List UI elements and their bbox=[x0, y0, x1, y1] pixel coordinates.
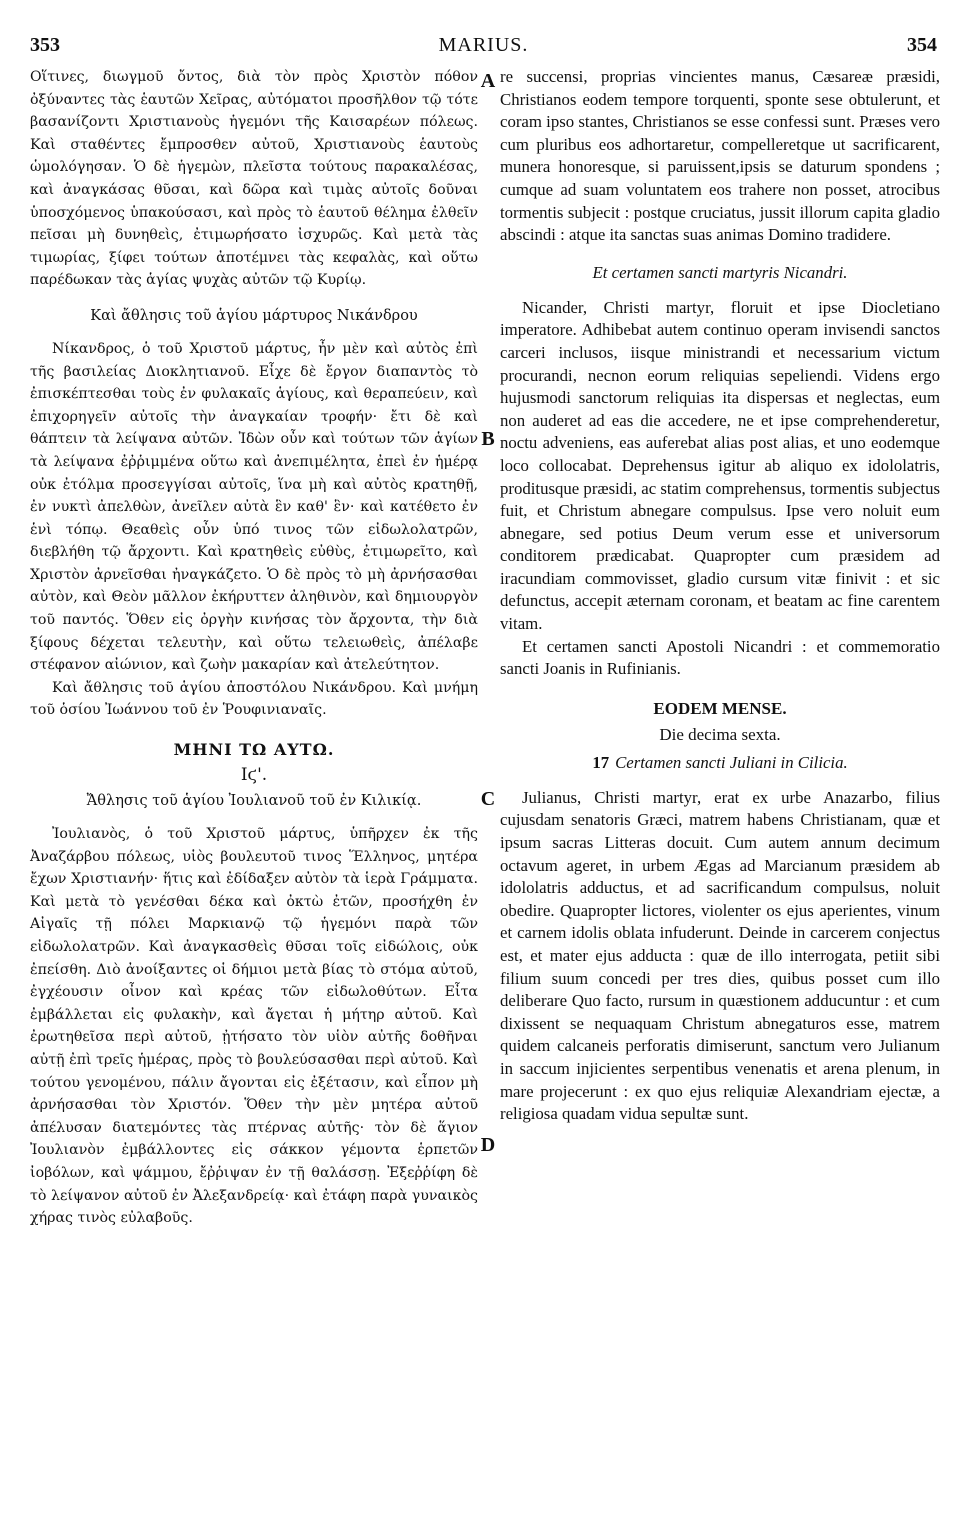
right-page-number: 354 bbox=[906, 34, 937, 56]
running-title: MARIUS. bbox=[438, 34, 529, 56]
latin-column bbox=[500, 66, 940, 1126]
latin-paragraph-2: Nicander, Christi martyr, floruit et ipse Diocletiano imperatore. Adhibebat autem continuo operam invisendi sanctos carceri inclusos, iisque ministrandi et necessarium victum procurandi, necnon eorum reliquias sepeliendi. Videns ergo hujusmodi sanctorum reliquias ita dispersas et neglectas, eum non auderet ad eas die accedere, ne et ipse comprehenderetur, noctu adveniens, eas auferebat alias post alias, et uno eodemque loco collocabat. Deprehensus igitur ab aliquo ex idololatris, proditusque præsidi, ac statim comprehensus, tormentis subjectus fuit, et Christum abnegare compulsus. Ipse vero noluit eum abnegare, sed potius Deum verum esse et universorum conditorem prædicabat. Quapropter cum præsidem ad iracundiam commovisset, gladio cursum vitæ finivit : et sic defunctus, accepit æternam coronam, et beatam ac fine carentem vitam. bbox=[500, 297, 940, 634]
left-page-number: 353 bbox=[30, 34, 60, 56]
greek-day-heading: Ιϛ'. bbox=[240, 765, 268, 786]
section-number: 17 bbox=[592, 752, 610, 772]
greek-heading-nicander: Καὶ ἄθλησις τοῦ ἁγίου μάρτυρος Νικάνδρου bbox=[90, 307, 418, 324]
greek-paragraph-4: Ἰουλιανὸς, ὁ τοῦ Χριστοῦ μάρτυς, ὑπῆρχεν ἐκ τῆς Ἀναζάρβου πόλεως, υἱὸς βουλευτοῦ τινος Ἕλληνος, μητέρα ἔχων Χριστιανήν· ἥτις καὶ ἐδίδαξεν αὐτὸν τὰ ἱερὰ Γράμματα. Καὶ μετὰ τὸ γενέσθαι δέκα καὶ ὀκτὼ ἐτῶν, προσήχθη ἐν Αἰγαῖς τῇ πόλει Μαρκιανῷ τῷ ἡγεμόνι παρὰ τῶν εἰδωλολατρῶν. Καὶ ἀναγκασθεὶς θῦσαι τοῖς εἰδώλοις, οὐκ ἐπείσθη. Διὸ ἀνοίξαντες οἱ δήμιοι μετὰ βίας τὸ στόμα αὐτοῦ, ἐγχέουσιν οἶνον καὶ κρέας τῶν εἰδωλοθύτων. Εἶτα ἐμβάλλεται εἰς φυλακὴν, καὶ ἄγεται ἡ μήτηρ αὐτοῦ. Καὶ ἐρωτηθεῖσα περὶ αὐτοῦ, ᾐτήσατο τὸν υἱὸν αὐτῆς δοθῆναι αὐτῇ ἐπὶ τρεῖς ἡμέρας, πρὸς τὸ βουλεύσασθαι περὶ αὐτοῦ. Καὶ τούτου γενομένου, πάλιν ἄγονται εἰς ἐξέτασιν, καὶ εἶπον μὴ ἀρνήσασθαι τὸν Χριστόν. Ὅθεν τὴν μὲν μητέρα αὐτοῦ ἀπέλυσαν διατεμόντες τὰς πτέρνας αὐτῆς· τὸν δὲ ἅγιον Ἰουλιανὸν ἐμβάλλοντες εἰς σάκκον γέμοντα ἑρπετῶν ἰοβόλων, καὶ ψάμμου, ἔῤῥιψαν ἐν τῇ θαλάσσῃ. Ἐξεῤῥίφη δὲ τὸ λείψανον αὐτοῦ ἐν Ἀλεξανδρείᾳ· καὶ ἐτάφη παρὰ γυναικὸς χήρας τινὸς εὐλαβοῦς. bbox=[30, 826, 478, 1227]
latin-heading-julian bbox=[500, 753, 940, 773]
greek-column bbox=[30, 66, 478, 1230]
greek-heading-julian: Ἄθλησις τοῦ ἁγίου Ἰουλιανοῦ τοῦ ἐν Κιλικίᾳ. bbox=[86, 793, 422, 810]
greek-paragraph-2: Νίκανδρος, ὁ τοῦ Χριστοῦ μάρτυς, ἦν μὲν καὶ αὐτὸς ἐπὶ τῆς βασιλείας Διοκλητιανοῦ. Εἶχε δὲ ἔργον διαπαντὸς τὸ ἐπισκέπτεσθαι τοὺς ἐν φυλακαῖς ἁγίους, καὶ θεραπεύειν, καὶ ἐπιχορηγεῖν αὐτοῖς τὴν ἀναγκαίαν τροφήν· ἔτι δὲ καὶ θάπτειν τὰ λείψανα αὐτῶν. Ἰδὼν οὖν καὶ τούτων τῶν ἁγίων τὰ λείψανα ἐῤῥιμμένα οὕτω καὶ ἀνεπιμέλητα, ἐπεὶ ἐν ἡμέρᾳ οὐκ ἐτόλμα προσεγγίσαι αὐτοῖς, ἵνα μὴ καὶ αὐτὸς κρατηθῇ, ἐν νυκτὶ ἀπελθὼν, ἀνεῖλεν αὐτὰ ἓν καθ' ἓν· καὶ κατέθετο ἐν ἑνὶ τόπῳ. Θεαθεὶς οὖν ὑπό τινος τῶν εἰδωλολατρῶν, διεβλήθη τῷ ἄρχοντι. Καὶ κρατηθεὶς εὐθὺς, ἐτιμωρεῖτο, καὶ Χριστὸν ἀρνεῖσθαι ἠναγκάζετο. Ὁ δὲ πρὸς τὸ μὴ ἀρνήσασθαι αὐτὸν, καὶ Θεὸν μᾶλλον ἐκήρυττεν ἀληθινὸν, καὶ δημιουργὸν τοῦ παντός. Ὅθεν εἰς ὀργὴν κινήσας τὸν ἄρχοντα, τὴν διὰ ξίφους δέχεται τελευτὴν, καὶ οὕτω τελειωθεὶς, ἀπέλαβε στέφανον αἰώνιον, καὶ ζωὴν μακαρίαν καὶ ἀτελεύτητον. bbox=[30, 340, 478, 674]
latin-paragraph-1: re succensi, proprias vincientes manus, Cæsareæ præsidi, Christianos eodem tempore torquenti, sponte sese obtulerunt, et coram ipso stantes, Christianos se esse confessi sunt. Præses vero cum pluribus eos adhortaretur, compelleretque ut sacrificarent, munera honoresque, si paruissent,ipsis se daturum spondens ; cumque ad suam voluntatem eos trahere non posset, atrocibus tormentis subjecit : postque cruciatus, jussit illorum capita gladio abscindi : atque ita sanctas suas animas Domino tradidere. bbox=[500, 67, 940, 245]
margin-letter-b: B bbox=[481, 428, 495, 450]
latin-heading-nicander: Et certamen sancti martyris Nicandri. bbox=[592, 262, 848, 282]
latin-paragraph-3: Et certamen sancti Apostoli Nicandri : et commemoratio sancti Joanis in Rufinianis. bbox=[500, 636, 940, 679]
margin-letter-a: A bbox=[480, 70, 496, 92]
latin-day-heading: Die decima sexta. bbox=[659, 724, 781, 744]
latin-heading-julian-text: Certamen sancti Juliani in Cilicia. bbox=[615, 752, 848, 772]
page-header bbox=[30, 34, 937, 64]
greek-month-heading: ΜΗΝΙ ΤΩ ΑΥΤΩ. bbox=[173, 740, 335, 760]
greek-paragraph-1: Οἵτινες, διωγμοῦ ὄντος, διὰ τὸν πρὸς Χριστὸν πόθον ὀξύναντες τὰς ἑαυτῶν Χεῖρας, αὐτόματοι προσῆλθον τῷ τότε βασανίζοντι Χριστιανοὺς ἡγεμόνι τῆς Καισαρέων πόλεως. Καὶ σταθέντες ἔμπροσθεν αὐτοῦ, Χριστιανοὺς ἑαυτοὺς ὡμολόγησαν. Ὁ δὲ ἡγεμὼν, πλεῖστα τούτους παρακαλέσας, καὶ ἀναγκάσας θῦσαι, καὶ δῶρα καὶ τιμὰς αὐτοῖς δοῦναι ὑποσχόμενος ὑπακούσασι, καὶ πρὸς τὸ ἑαυτοῦ θέλημα ἐλθεῖν πεῖσαι μὴ δυνηθεὶς, ἐτιμωρήσατο ἰσχυρῶς. Καὶ μετὰ τὰς τιμωρίας, ξίφει τούτων ἀποτέμνει τὰς κεφαλὰς, καὶ οὕτω παρέδωκαν τὰς ἁγίας ψυχὰς αὐτῶν τῷ Κυρίῳ. bbox=[30, 69, 478, 289]
greek-paragraph-3: Καὶ ἄθλησις τοῦ ἁγίου ἀποστόλου Νικάνδρου. Καὶ μνήμη τοῦ ὁσίου Ἰωάννου τοῦ ἐν Ῥουφινιαναῖς. bbox=[30, 679, 478, 719]
margin-letter-d: D bbox=[480, 1134, 496, 1156]
latin-paragraph-4: Julianus, Christi martyr, erat ex urbe Anazarbo, filius cujusdam senatoris Græci, matrem habens Christianam, quæ et ipsum sacras Litteras docuit. Cum autem annum decimum octavum ageret, in urbem Ægas ad Marcianum præsidem ab idololatris adductus, et ad sacrificandum compulsus, noluit obedire. Quapropter lictores, violenter os ejus aperientes, vinum et carnem idolis oblata infuderunt. Deinde in carcerem conjectus est, et mater ejus adducta : quæ de illo interrogata, petiit sibi filium suum concedi per tres dies, quibus posset cum illo deliberare Quo facto, rursum in quæstionem adducuntur : et cum dixissent se nequaquam Christum abnegaturos esse, matrem quidem calcaneis perforatis dimiserunt, sanctum vero Julianum in saccum injicientes serpentibus venenatis et arena plenum, in mare projecerunt : ex quo ejus reliquiæ Alexandriam ejectæ, a religiosa quadam vidua sepultæ sunt. bbox=[500, 787, 940, 1124]
latin-month-heading: EODEM MENSE. bbox=[653, 698, 787, 718]
margin-letter-c: C bbox=[480, 788, 496, 810]
